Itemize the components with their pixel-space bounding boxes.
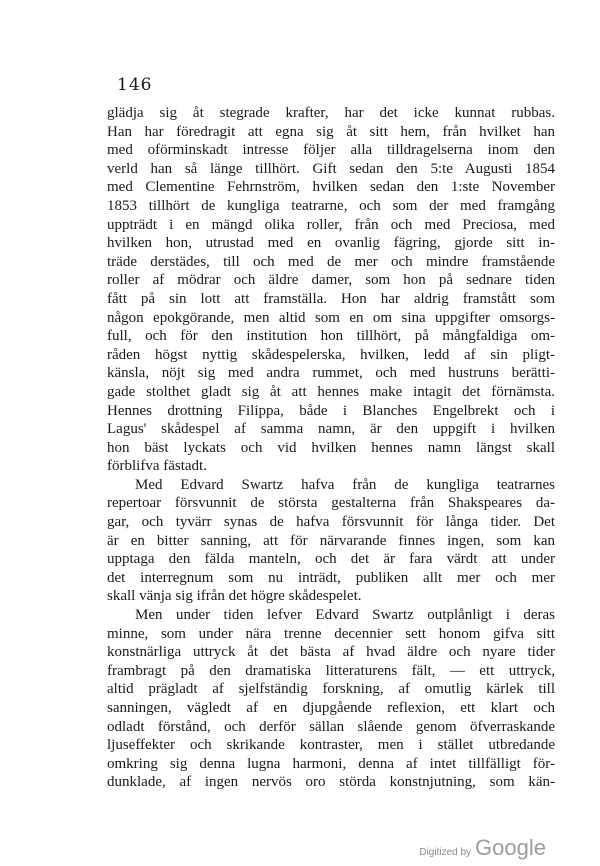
digitized-label: Digitized by: [419, 847, 472, 858]
text-line: altid prägladt af sjelfständig forskning, af omutlig kärlek till: [107, 681, 555, 698]
text-line: råden högst nyttig skådespelerska, hvilken, ledd af sin pligt-: [107, 346, 555, 363]
text-line: Han har föredragit att egna sig åt sitt hem, från hvilket han: [107, 123, 555, 140]
text-line: känsla, nöjt sig med andra rummet, och med hustruns berätti-: [107, 365, 555, 382]
body-text: [107, 104, 555, 792]
text-line: Med Edvard Swartz hafva från de kungliga teatrarnes: [135, 476, 555, 493]
text-line: förblifva fästadt.: [107, 458, 207, 475]
text-line: Lagus' skådespel af samma namn, är den uppgift i hvilken: [107, 421, 555, 438]
text-line: någon epokgörande, men altid som en om sina uppgifter omsorgs-: [107, 309, 555, 326]
text-line: med Clementine Fehrnström, hvilken sedan den 1:ste November: [107, 179, 555, 196]
text-line: roller af mödrar och äldre damer, som hon på sednare tiden: [107, 272, 555, 289]
text-line: är en bitter sanning, att för närvarande finnes ingen, som kan: [107, 532, 555, 549]
google-logo: Google: [475, 835, 546, 860]
text-line: full, och för den institution hon tillhört, på mångfaldiga om-: [107, 328, 555, 345]
text-line: 1853 tillhört de kungliga teatrarne, och som der med framgång: [107, 197, 555, 214]
text-line: uppträdt i en mängd olika roller, från och med Preciosa, med: [107, 216, 555, 233]
text-line: träde derstädes, till och med de mer och mindre framstående: [107, 253, 555, 270]
text-line: minne, som under nära trenne decennier sett honom gifva sitt: [107, 625, 555, 642]
text-line: gar, och tyvärr synas de hafva försvunnit för långa tider. Det: [107, 514, 555, 531]
text-line: omkring sig denna lugna harmoni, denna af intet tillfälligt för-: [107, 755, 555, 772]
text-line: med oförminskadt intresse följer alla tilldragelserna inom den: [107, 142, 555, 159]
page-number: 146: [117, 75, 153, 95]
text-line: frambragt på den dramatiska litteraturens fält, — ett uttryck,: [107, 662, 555, 679]
text-line: ljuseffekter och skrikande kontraster, men i stället utbredande: [107, 737, 555, 754]
text-line: gade stolthet gladt sig åt att hennes make intagit det förnämsta.: [107, 383, 555, 400]
text-line: sanningen, vägledt af en djupgående reflexion, ett klart och: [107, 700, 555, 716]
text-line: dunklade, af ingen nervös oro störda konstnjutning, som kän-: [107, 774, 555, 791]
text-line: det interregnum som nu inträdt, publiken allt mer och mer: [107, 569, 555, 586]
text-line: hvilken hon, utrustad med en ovanlig fägring, gjorde sitt in-: [107, 235, 555, 252]
text-line: verld han så länge tillhört. Gift sedan den 5:te Augusti 1854: [107, 160, 555, 177]
text-line: hon bäst lyckats och vid hvilken hennes namn längst skall: [107, 439, 555, 456]
text-line: repertoar försvunnit de största gestalterna från Shakspeares da-: [107, 495, 555, 512]
text-line: konstnärliga uttryck åt det bästa af hvad äldre och nyare tider: [107, 644, 555, 661]
digitized-watermark: [419, 835, 546, 861]
text-line: skall vänja sig ifrån det högre skådespelet.: [107, 588, 362, 605]
text-line: Hennes drottning Filippa, både i Blanches Engelbrekt och i: [107, 402, 555, 419]
text-line: upptaga den fälda manteln, och det är fara värdt att under: [107, 551, 555, 568]
text-line: glädja sig åt stegrade krafter, har det icke kunnat rubbas.: [107, 105, 555, 121]
text-line: fått på sin lott att framställa. Hon har aldrig framstått som: [107, 290, 555, 307]
text-line: Men under tiden lefver Edvard Swartz outplånligt i deras: [135, 607, 555, 624]
text-line: odladt förstånd, och derför sällan slående genom öfverraskande: [107, 718, 555, 735]
